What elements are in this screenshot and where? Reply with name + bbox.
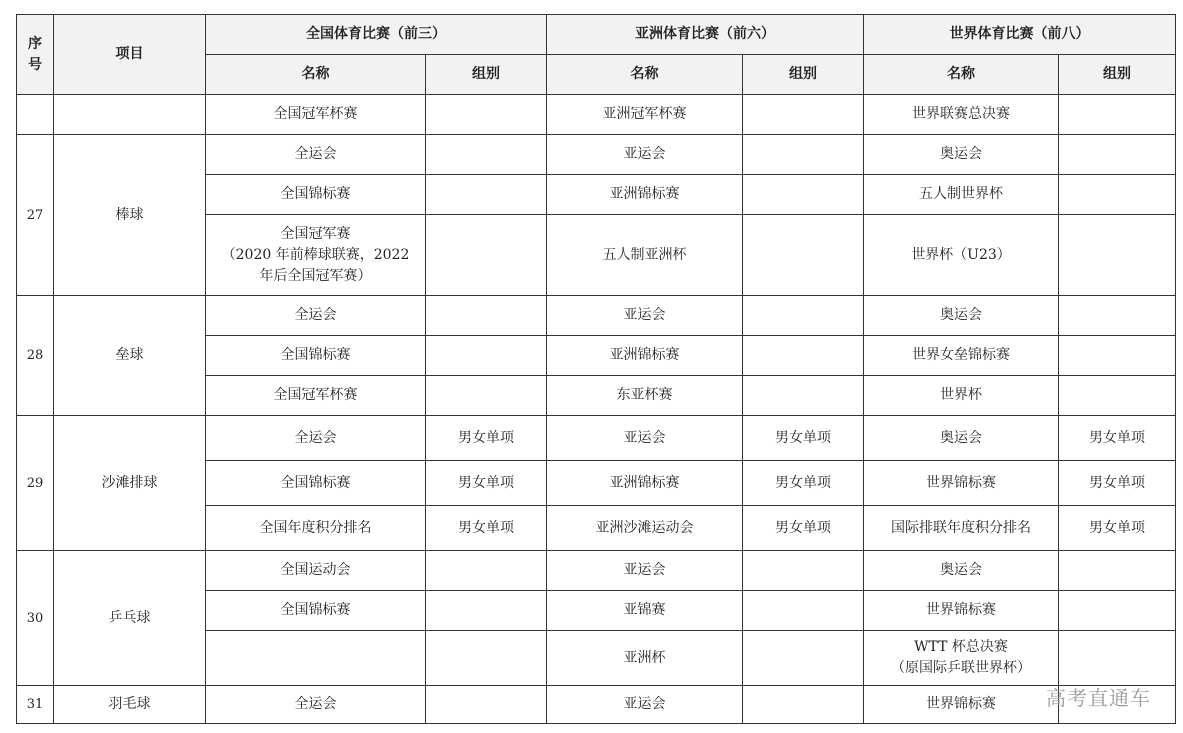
world-name-cell: 世界锦标赛	[864, 591, 1059, 631]
world-name-cell: 世界锦标赛	[864, 686, 1059, 724]
world-category-cell	[1059, 591, 1176, 631]
world-name-cell: 世界锦标赛	[864, 461, 1059, 506]
item-cell	[54, 95, 206, 135]
national-name-cell: 全运会	[206, 686, 426, 724]
asian-category-cell	[743, 95, 864, 135]
national-name-cell: 全运会	[206, 416, 426, 461]
world-category-cell	[1059, 175, 1176, 215]
asian-category-cell	[743, 296, 864, 336]
header-national-category: 组别	[426, 55, 547, 95]
header-national-name: 名称	[206, 55, 426, 95]
asian-category-cell	[743, 631, 864, 686]
asian-name-cell: 亚洲沙滩运动会	[547, 506, 743, 551]
asian-category-cell: 男女单项	[743, 461, 864, 506]
world-name-cell: 奥运会	[864, 135, 1059, 175]
table-row	[17, 95, 1176, 135]
asian-name-cell: 东亚杯赛	[547, 376, 743, 416]
world-category-cell	[1059, 215, 1176, 296]
world-category-cell	[1059, 135, 1176, 175]
asian-name-cell: 亚运会	[547, 416, 743, 461]
asian-name-cell: 亚洲冠军杯赛	[547, 95, 743, 135]
world-name-cell: 奥运会	[864, 416, 1059, 461]
watermark: 高考直通车	[1046, 686, 1151, 710]
seq-cell	[17, 95, 54, 135]
world-name-cell: 奥运会	[864, 296, 1059, 336]
item-cell: 羽毛球	[54, 686, 206, 724]
world-name-cell: 世界杯（U23）	[864, 215, 1059, 296]
national-category-cell	[426, 175, 547, 215]
asian-name-cell: 亚洲锦标赛	[547, 175, 743, 215]
national-category-cell: 男女单项	[426, 416, 547, 461]
asian-category-cell: 男女单项	[743, 506, 864, 551]
header-asian-category: 组别	[743, 55, 864, 95]
national-name-cell: 全国冠军赛 （2020 年前棒球联赛，2022 年后全国冠军赛）	[206, 215, 426, 296]
world-name-cell: 国际排联年度积分排名	[864, 506, 1059, 551]
table-row	[17, 416, 1176, 461]
national-name-cell: 全运会	[206, 135, 426, 175]
asian-category-cell	[743, 686, 864, 724]
world-category-cell: 男女单项	[1059, 416, 1176, 461]
seq-cell: 29	[17, 416, 54, 551]
seq-cell: 31	[17, 686, 54, 724]
table-row	[17, 135, 1176, 175]
national-category-cell	[426, 95, 547, 135]
seq-cell: 27	[17, 135, 54, 296]
world-name-cell: 世界女垒锦标赛	[864, 336, 1059, 376]
world-name-cell: 奥运会	[864, 551, 1059, 591]
header-national: 全国体育比赛（前三）	[206, 15, 547, 55]
seq-cell: 28	[17, 296, 54, 416]
asian-category-cell	[743, 135, 864, 175]
item-cell: 沙滩排球	[54, 416, 206, 551]
item-cell: 棒球	[54, 135, 206, 296]
national-category-cell	[426, 551, 547, 591]
world-name-cell: 五人制世界杯	[864, 175, 1059, 215]
asian-category-cell	[743, 336, 864, 376]
world-category-cell	[1059, 631, 1176, 686]
seq-cell: 30	[17, 551, 54, 686]
item-cell: 垒球	[54, 296, 206, 416]
national-name-cell: 全国冠军杯赛	[206, 376, 426, 416]
world-category-cell	[1059, 376, 1176, 416]
item-cell: 乒乓球	[54, 551, 206, 686]
header-world: 世界体育比赛（前八）	[864, 15, 1176, 55]
table-row	[17, 551, 1176, 591]
asian-name-cell: 亚锦赛	[547, 591, 743, 631]
national-name-cell: 全国锦标赛	[206, 591, 426, 631]
national-name-cell: 全国年度积分排名	[206, 506, 426, 551]
national-name-cell	[206, 631, 426, 686]
asian-name-cell: 亚运会	[547, 551, 743, 591]
national-category-cell	[426, 376, 547, 416]
header-asian-name: 名称	[547, 55, 743, 95]
asian-name-cell: 亚洲锦标赛	[547, 461, 743, 506]
national-category-cell: 男女单项	[426, 506, 547, 551]
national-name-cell: 全国冠军杯赛	[206, 95, 426, 135]
world-category-cell: 男女单项	[1059, 506, 1176, 551]
national-name-cell: 全国锦标赛	[206, 175, 426, 215]
national-category-cell	[426, 686, 547, 724]
asian-name-cell: 五人制亚洲杯	[547, 215, 743, 296]
asian-name-cell: 亚运会	[547, 135, 743, 175]
world-name-cell: 世界联赛总决赛	[864, 95, 1059, 135]
national-category-cell	[426, 215, 547, 296]
national-category-cell	[426, 135, 547, 175]
world-category-cell	[1059, 95, 1176, 135]
sports-competition-table	[16, 14, 1176, 724]
national-name-cell: 全国锦标赛	[206, 336, 426, 376]
national-category-cell	[426, 296, 547, 336]
world-category-cell: 男女单项	[1059, 461, 1176, 506]
national-name-cell: 全运会	[206, 296, 426, 336]
table-row	[17, 686, 1176, 724]
header-world-name: 名称	[864, 55, 1059, 95]
asian-category-cell	[743, 376, 864, 416]
national-category-cell	[426, 631, 547, 686]
national-category-cell	[426, 336, 547, 376]
header-seq: 序 号	[17, 15, 54, 95]
national-category-cell	[426, 591, 547, 631]
world-category-cell	[1059, 336, 1176, 376]
header-world-category: 组别	[1059, 55, 1176, 95]
world-category-cell	[1059, 296, 1176, 336]
asian-name-cell: 亚洲杯	[547, 631, 743, 686]
asian-category-cell	[743, 591, 864, 631]
asian-category-cell	[743, 551, 864, 591]
world-name-cell: 世界杯	[864, 376, 1059, 416]
world-name-cell: WTT 杯总决赛 （原国际乒联世界杯）	[864, 631, 1059, 686]
national-name-cell: 全国运动会	[206, 551, 426, 591]
table-row	[17, 296, 1176, 336]
asian-category-cell	[743, 175, 864, 215]
asian-category-cell	[743, 215, 864, 296]
asian-name-cell: 亚运会	[547, 686, 743, 724]
national-name-cell: 全国锦标赛	[206, 461, 426, 506]
asian-name-cell: 亚运会	[547, 296, 743, 336]
asian-category-cell: 男女单项	[743, 416, 864, 461]
asian-name-cell: 亚洲锦标赛	[547, 336, 743, 376]
header-item: 项目	[54, 15, 206, 95]
header-asian: 亚洲体育比赛（前六）	[547, 15, 864, 55]
national-category-cell: 男女单项	[426, 461, 547, 506]
world-category-cell	[1059, 551, 1176, 591]
